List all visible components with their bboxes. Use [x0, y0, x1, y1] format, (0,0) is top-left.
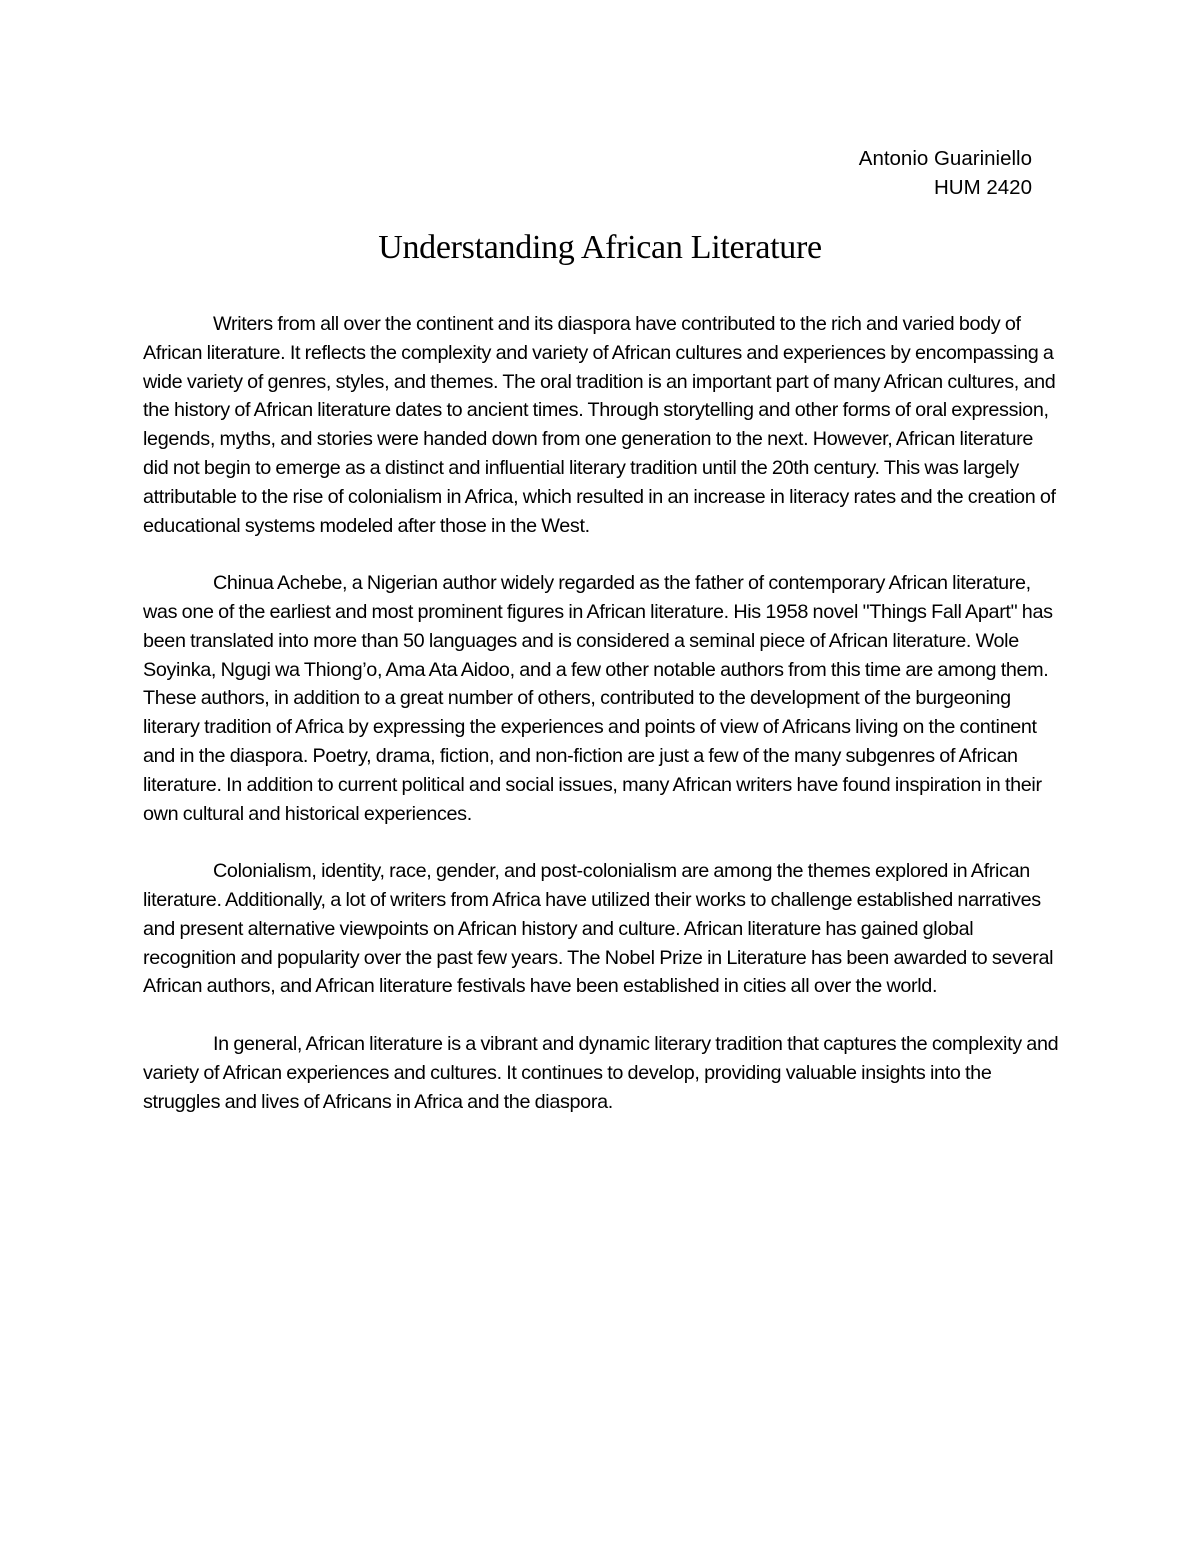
paragraph-4: In general, African literature is a vibrant and dynamic literary tradition that captures the complexity and variety of African experiences and cultures. It continues to develop, providing valuable insights into the struggles and lives of Africans in Africa and the diaspora. [143, 1032, 1059, 1113]
paragraph-3: Colonialism, identity, race, gender, and post-colonialism are among the themes explored in African literature. Additionally, a lot of writers from Africa have utilized their works to challenge established narratives and present alternative viewpoints on African history and culture. African literature has gained global recognition and popularity over the past few years. The Nobel Prize in Literature has been awarded to several African authors, and African literature festivals have been established in cities all over the world. [143, 860, 1054, 998]
paragraph-2: Chinua Achebe, a Nigerian author widely regarded as the father of contemporary African literature, was one of the earliest and most prominent figures in African literature. His 1958 novel "Things Fall Apart" has been translated into more than 50 languages and is considered a seminal piece of African literature. Wole Soyinka, Ngugi wa Thiong’o, Ama Ata Aidoo, and a few other notable authors from this time are among them. These authors, in addition to a great number of others, contributed to the development of the burgeoning literary tradition of Africa by expressing the experiences and points of view of Africans living on the continent and in the diaspora. Poetry, drama, fiction, and non-fiction are just a few of the many subgenres of African literature. In addition to current political and social issues, many African writers have found inspiration in their own cultural and historical experiences. [143, 572, 1053, 825]
author-name: Antonio Guariniello [858, 147, 1032, 170]
course-code: HUM 2420 [934, 176, 1032, 199]
document-title: Understanding African Literature [378, 229, 822, 266]
paragraph-1: Writers from all over the continent and its diaspora have contributed to the rich and varied body of African literature. It reflects the complexity and variety of African cultures and experiences by encompassing a wide variety of genres, styles, and themes. The oral tradition is an important part of many African cultures, and the history of African literature dates to ancient times. Through storytelling and other forms of oral expression, legends, myths, and stories were handed down from one generation to the next. However, African literature did not begin to emerge as a distinct and influential literary tradition until the 20th century. This was largely attributable to the rise of colonialism in Africa, which resulted in an increase in literacy rates and the creation of educational systems modeled after those in the West. [143, 313, 1056, 537]
document-body [143, 310, 1059, 1145]
document-header [859, 144, 1032, 202]
